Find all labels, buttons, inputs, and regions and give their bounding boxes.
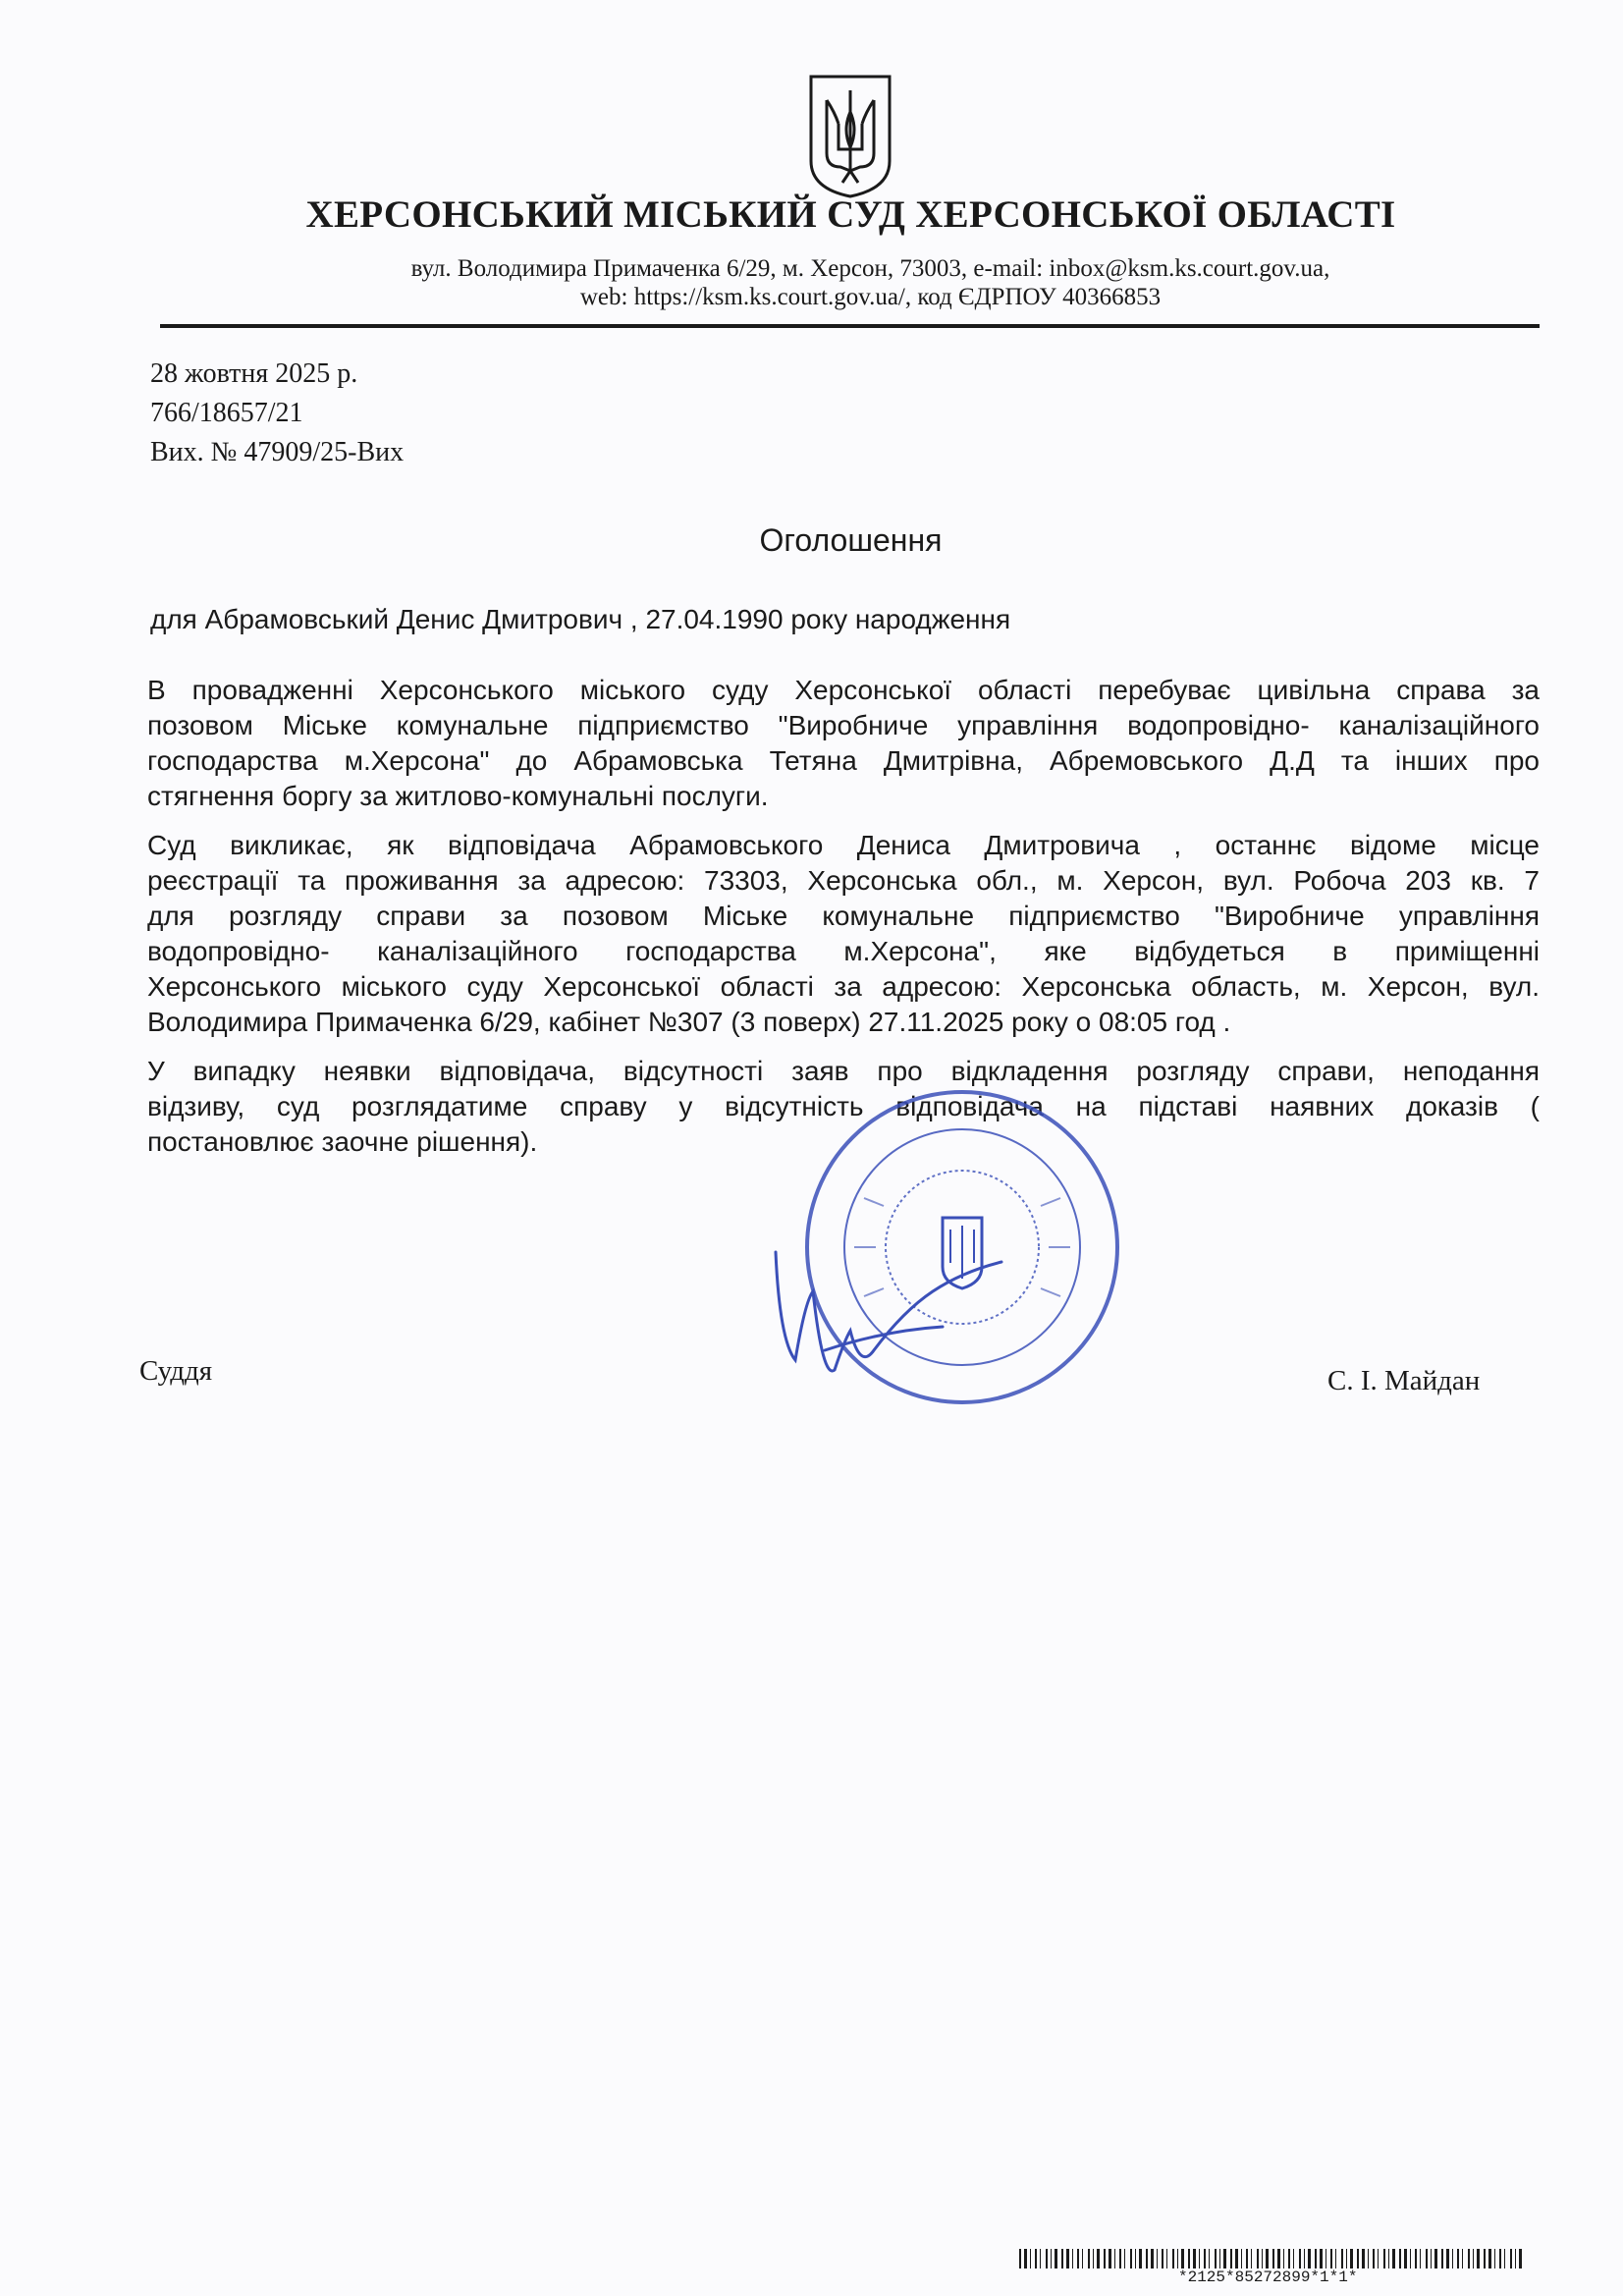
barcode-bar bbox=[1488, 2249, 1491, 2269]
barcode-bar bbox=[1166, 2249, 1167, 2269]
barcode-bar bbox=[1188, 2249, 1190, 2269]
barcode-bar bbox=[1335, 2249, 1336, 2269]
barcode-bar bbox=[1124, 2249, 1125, 2269]
barcode-bar bbox=[1241, 2249, 1242, 2269]
barcode-bar bbox=[1119, 2249, 1121, 2269]
body-line: водопровідно- каналізаційного господарства м.Херсона", яке відбудеться в приміщенні bbox=[147, 936, 1540, 966]
barcode-bar bbox=[1499, 2249, 1501, 2269]
barcode-bar bbox=[1162, 2249, 1163, 2269]
barcode-bar bbox=[1181, 2249, 1184, 2269]
barcode-bar bbox=[1494, 2249, 1495, 2269]
barcode-bar bbox=[1066, 2249, 1069, 2269]
barcode-bar bbox=[1434, 2249, 1437, 2269]
barcode-number: *2125*85272899*1*1* bbox=[1178, 2269, 1358, 2286]
barcode-bar bbox=[1172, 2249, 1174, 2269]
barcode-bar bbox=[1420, 2249, 1421, 2269]
body-line: для розгляду справи за позовом Міське комунальне підприємство "Виробниче управління bbox=[147, 901, 1540, 931]
barcode-bar bbox=[1235, 2249, 1238, 2269]
barcode-bar bbox=[1061, 2249, 1063, 2269]
barcode-bar bbox=[1357, 2249, 1359, 2269]
barcode-bar bbox=[1362, 2249, 1365, 2269]
barcode-bar bbox=[1473, 2249, 1474, 2269]
barcode-bar bbox=[1055, 2249, 1057, 2269]
barcode-bar bbox=[1399, 2249, 1401, 2269]
barcode-bar bbox=[1104, 2249, 1106, 2269]
barcode-bar bbox=[1040, 2249, 1041, 2269]
barcode-bar bbox=[1468, 2249, 1470, 2269]
barcode-bar bbox=[1373, 2249, 1375, 2269]
barcode-bar bbox=[1388, 2249, 1389, 2269]
barcode-bar bbox=[1035, 2249, 1037, 2269]
header-divider bbox=[160, 324, 1540, 328]
body-line: стягнення боргу за житлово-комунальні послуги. bbox=[147, 781, 769, 811]
body-line: У випадку неявки відповідача, відсутності заяв про відкладення розгляду справи, неподання bbox=[147, 1056, 1540, 1086]
barcode-bar bbox=[1410, 2249, 1411, 2269]
barcode-bar bbox=[1293, 2249, 1294, 2269]
body-line: Володимира Примаченка 6/29, кабінет №307 (3 поверх) 27.11.2025 року о 08:05 год . bbox=[147, 1007, 1231, 1037]
barcode-bar bbox=[1415, 2249, 1417, 2269]
body-line: В провадженні Херсонського міського суду Херсонської області перебуває цивільна справа за bbox=[147, 675, 1540, 705]
barcode-bar bbox=[1431, 2249, 1432, 2269]
barcode-bar bbox=[1484, 2249, 1486, 2269]
barcode-bar bbox=[1299, 2249, 1301, 2269]
barcode-bar bbox=[1262, 2249, 1263, 2269]
body-line: постановлює заочне рішення). bbox=[147, 1126, 538, 1157]
barcode-bar bbox=[1304, 2249, 1305, 2269]
barcode-bar bbox=[1346, 2249, 1347, 2269]
document-date: 28 жовтня 2025 р. bbox=[150, 358, 358, 389]
barcode-bar bbox=[1151, 2249, 1154, 2269]
barcode-bar bbox=[1457, 2249, 1459, 2269]
barcode-bar bbox=[1077, 2249, 1079, 2269]
barcode-bar bbox=[1320, 2249, 1323, 2269]
body-line: реєстрації та проживання за адресою: 73303, Херсонська обл., м. Херсон, вул. Робоча 203 кв. 7 bbox=[147, 865, 1540, 896]
barcode-bar bbox=[1130, 2249, 1132, 2269]
barcode-bar bbox=[1030, 2249, 1031, 2269]
barcode-bar bbox=[1315, 2249, 1317, 2269]
barcode-bar bbox=[1477, 2249, 1480, 2269]
barcode-bar bbox=[1157, 2249, 1158, 2269]
barcode-bar bbox=[1088, 2249, 1090, 2269]
barcode-bar bbox=[1368, 2249, 1369, 2269]
barcode-bar bbox=[1019, 2249, 1021, 2269]
barcode-bar bbox=[1230, 2249, 1232, 2269]
coat-of-arms-icon bbox=[807, 73, 893, 200]
court-address-line-1: вул. Володимира Примаченка 6/29, м. Херсон, 73003, e-mail: inbox@ksm.ks.court.gov.ua, bbox=[410, 255, 1330, 282]
barcode-bar bbox=[1219, 2249, 1220, 2269]
court-address-line-2: web: https://ksm.ks.court.gov.ua/, код ЄДРПОУ 40366853 bbox=[579, 284, 1162, 310]
judge-label: Суддя bbox=[139, 1355, 213, 1387]
barcode-bar bbox=[1257, 2249, 1259, 2269]
barcode-bar bbox=[1383, 2249, 1385, 2269]
barcode-bar bbox=[1209, 2249, 1210, 2269]
barcode-bar bbox=[1251, 2249, 1252, 2269]
body-line: позовом Міське комунальне підприємство "Виробниче управління водопровідно- каналізаційного bbox=[147, 710, 1540, 740]
barcode-bar bbox=[1114, 2249, 1115, 2269]
barcode-bar bbox=[1350, 2249, 1353, 2269]
barcode-bar bbox=[1204, 2249, 1206, 2269]
barcode-bar bbox=[1193, 2249, 1196, 2269]
barcode-bar bbox=[1139, 2249, 1142, 2269]
body-line: господарства м.Херсона" до Абрамовська Тетяна Дмитрівна, Абремовського Д.Д та інших про bbox=[147, 745, 1540, 776]
barcode-bar bbox=[1024, 2249, 1027, 2269]
barcode-bar bbox=[1135, 2249, 1136, 2269]
barcode-bar bbox=[1072, 2249, 1073, 2269]
barcode-bar bbox=[1462, 2249, 1463, 2269]
barcode bbox=[1019, 2249, 1530, 2269]
barcode-bar bbox=[1504, 2249, 1505, 2269]
body-line: відзиву, суд розглядатиме справу у відсутність відповідача на підставі наявних доказів ( bbox=[147, 1091, 1540, 1121]
barcode-bar bbox=[1510, 2249, 1512, 2269]
barcode-bar bbox=[1392, 2249, 1395, 2269]
barcode-bar bbox=[1378, 2249, 1379, 2269]
barcode-bar bbox=[1325, 2249, 1326, 2269]
barcode-bar bbox=[1288, 2249, 1290, 2269]
barcode-bar bbox=[1223, 2249, 1226, 2269]
barcode-bar bbox=[1097, 2249, 1100, 2269]
barcode-bar bbox=[1519, 2249, 1522, 2269]
barcode-bar bbox=[1246, 2249, 1248, 2269]
outgoing-number: Вих. № 47909/25-Вих bbox=[150, 437, 405, 467]
barcode-bar bbox=[1093, 2249, 1094, 2269]
barcode-bar bbox=[1109, 2249, 1111, 2269]
barcode-bar bbox=[1404, 2249, 1407, 2269]
barcode-bar bbox=[1199, 2249, 1200, 2269]
barcode-bar bbox=[1446, 2249, 1449, 2269]
case-number: 766/18657/21 bbox=[150, 398, 303, 428]
barcode-bar bbox=[1441, 2249, 1443, 2269]
barcode-bar bbox=[1177, 2249, 1178, 2269]
court-name: ХЕРСОНСЬКИЙ МІСЬКИЙ СУД ХЕРСОНСЬКОЇ ОБЛАСТІ bbox=[305, 193, 1396, 236]
recipient-line: для Абрамовський Денис Дмитрович , 27.04.1990 року народження bbox=[150, 604, 1011, 634]
barcode-bar bbox=[1272, 2249, 1274, 2269]
barcode-bar bbox=[1283, 2249, 1284, 2269]
judge-name: С. І. Майдан bbox=[1327, 1365, 1481, 1396]
barcode-bar bbox=[1046, 2249, 1048, 2269]
barcode-bar bbox=[1426, 2249, 1428, 2269]
barcode-bar bbox=[1308, 2249, 1311, 2269]
barcode-bar bbox=[1277, 2249, 1280, 2269]
body-line: Херсонського міського суду Херсонської області за адресою: Херсонська область, м. Херсон, вул. bbox=[147, 971, 1540, 1002]
judge-signature bbox=[766, 1232, 1021, 1390]
document-title: Оголошення bbox=[759, 522, 943, 558]
barcode-bar bbox=[1330, 2249, 1332, 2269]
barcode-bar bbox=[1215, 2249, 1217, 2269]
barcode-bar bbox=[1515, 2249, 1516, 2269]
body-line: Суд викликає, як відповідача Абрамовського Дениса Дмитровича , останнє відоме місце bbox=[147, 830, 1540, 860]
barcode-bar bbox=[1266, 2249, 1269, 2269]
barcode-bar bbox=[1452, 2249, 1453, 2269]
barcode-bar bbox=[1051, 2249, 1052, 2269]
barcode-bar bbox=[1082, 2249, 1083, 2269]
barcode-bar bbox=[1341, 2249, 1343, 2269]
barcode-bar bbox=[1146, 2249, 1148, 2269]
